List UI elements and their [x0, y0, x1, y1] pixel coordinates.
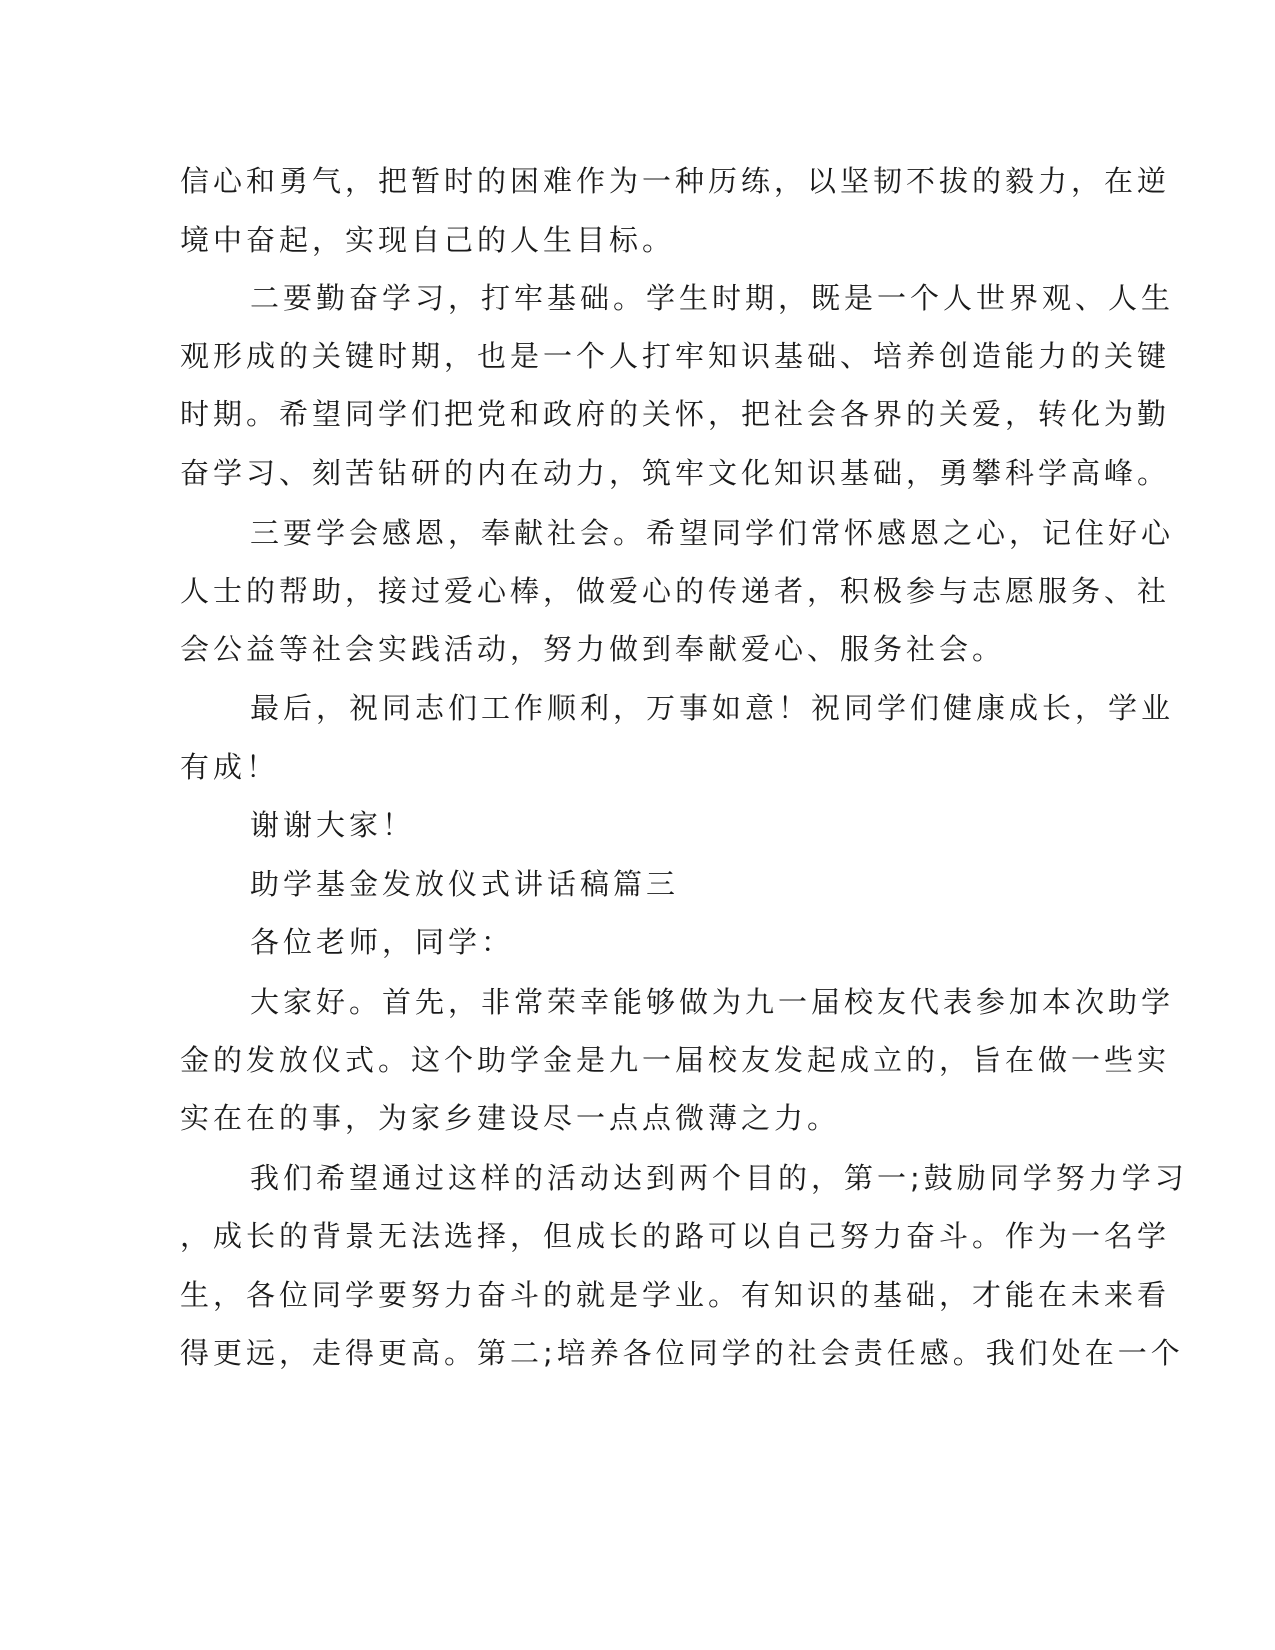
text-line-5: 时期。希望同学们把党和政府的关怀，把社会各界的关爱，转化为勤	[180, 397, 1171, 431]
text-line-17: 实在在的事，为家乡建设尽一点点微薄之力。	[180, 1101, 841, 1135]
text-line-10: 最后，祝同志们工作顺利，万事如意！祝同学们健康成长，学业	[250, 691, 1175, 725]
text-line-21: 得更远，走得更高。第二;培养各位同学的社会责任感。我们处在一个	[180, 1336, 1184, 1370]
text-line-14: 各位老师，同学：	[250, 925, 515, 959]
text-line-15: 大家好。首先，非常荣幸能够做为九一届校友代表参加本次助学	[250, 985, 1175, 1019]
text-line-3: 二要勤奋学习，打牢基础。学生时期，既是一个人世界观、人生	[250, 281, 1175, 315]
text-line-9: 会公益等社会实践活动，努力做到奉献爱心、服务社会。	[180, 632, 1006, 666]
text-line-11: 有成！	[180, 750, 280, 784]
text-line-1: 信心和勇气，把暂时的困难作为一种历练，以坚韧不拔的毅力，在逆	[180, 164, 1171, 198]
section-heading: 助学基金发放仪式讲话稿篇三	[250, 867, 680, 901]
text-line-12: 谢谢大家！	[250, 808, 416, 842]
text-line-7: 三要学会感恩，奉献社会。希望同学们常怀感恩之心，记住好心	[250, 516, 1175, 550]
text-line-16: 金的发放仪式。这个助学金是九一届校友发起成立的，旨在做一些实	[180, 1043, 1171, 1077]
text-line-18: 我们希望通过这样的活动达到两个目的，第一;鼓励同学努力学习	[250, 1161, 1188, 1195]
text-line-6: 奋学习、刻苦钻研的内在动力，筑牢文化知识基础，勇攀科学高峰。	[180, 456, 1171, 490]
text-line-8: 人士的帮助，接过爱心棒，做爱心的传递者，积极参与志愿服务、社	[180, 574, 1171, 608]
text-line-19: ，成长的背景无法选择，但成长的路可以自己努力奋斗。作为一名学	[180, 1219, 1171, 1253]
text-line-20: 生，各位同学要努力奋斗的就是学业。有知识的基础，才能在未来看	[180, 1278, 1171, 1312]
text-line-4: 观形成的关键时期，也是一个人打牢知识基础、培养创造能力的关键	[180, 339, 1171, 373]
text-line-2: 境中奋起，实现自己的人生目标。	[180, 223, 676, 257]
